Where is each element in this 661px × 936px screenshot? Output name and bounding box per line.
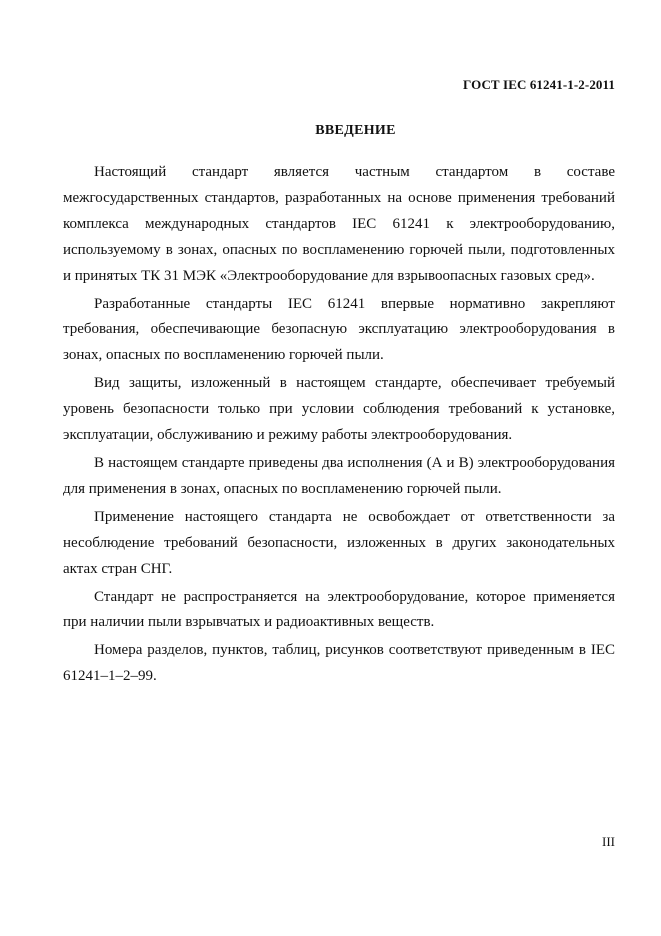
- section-title: ВВЕДЕНИЕ: [315, 123, 396, 138]
- paragraph: Стандарт не распространяется на электрооборудование, которое применяется при наличии пыли взрывчатых и радиоактивных веществ.: [63, 588, 615, 631]
- paragraph: Применение настоящего стандарта не освобождает от ответственности за несоблюдение требований безопасности, изложенных в других законодательных актах стран СНГ.: [63, 508, 615, 577]
- body-text: [63, 160, 615, 692]
- paragraph: Вид защиты, изложенный в настоящем стандарте, обеспечивает требуемый уровень безопасности только при условии соблюдения требований к установке, эксплуатации, обслуживанию и режиму работы электрооборудования.: [63, 375, 615, 444]
- paragraph: Разработанные стандарты IEC 61241 впервые нормативно закрепляют требования, обеспечивающие безопасную эксплуатацию электрооборудования в зонах, опасных по воспламенению горючей пыли.: [63, 295, 615, 364]
- page-number: III: [602, 834, 615, 849]
- paragraph: В настоящем стандарте приведены два исполнения (А и В) электрооборудования для применения в зонах, опасных по воспламенению горючей пыли.: [63, 454, 615, 497]
- paragraph: Номера разделов, пунктов, таблиц, рисунков соответствуют приведенным в IEC 61241–1–2–99.: [63, 642, 615, 685]
- document-code: ГОСТ IEC 61241-1-2-2011: [463, 77, 615, 92]
- paragraph: Настоящий стандарт является частным стандартом в составе межгосударственных стандартов, разработанных на основе применения требований комплекса международных стандартов IEC 61241 к электрооборудованию, используемому в зонах, опасных по воспламенению горючей пыли, подготовленных и принятых ТК 31 МЭК «Электрооборудование для взрывоопасных газовых сред».: [63, 164, 615, 284]
